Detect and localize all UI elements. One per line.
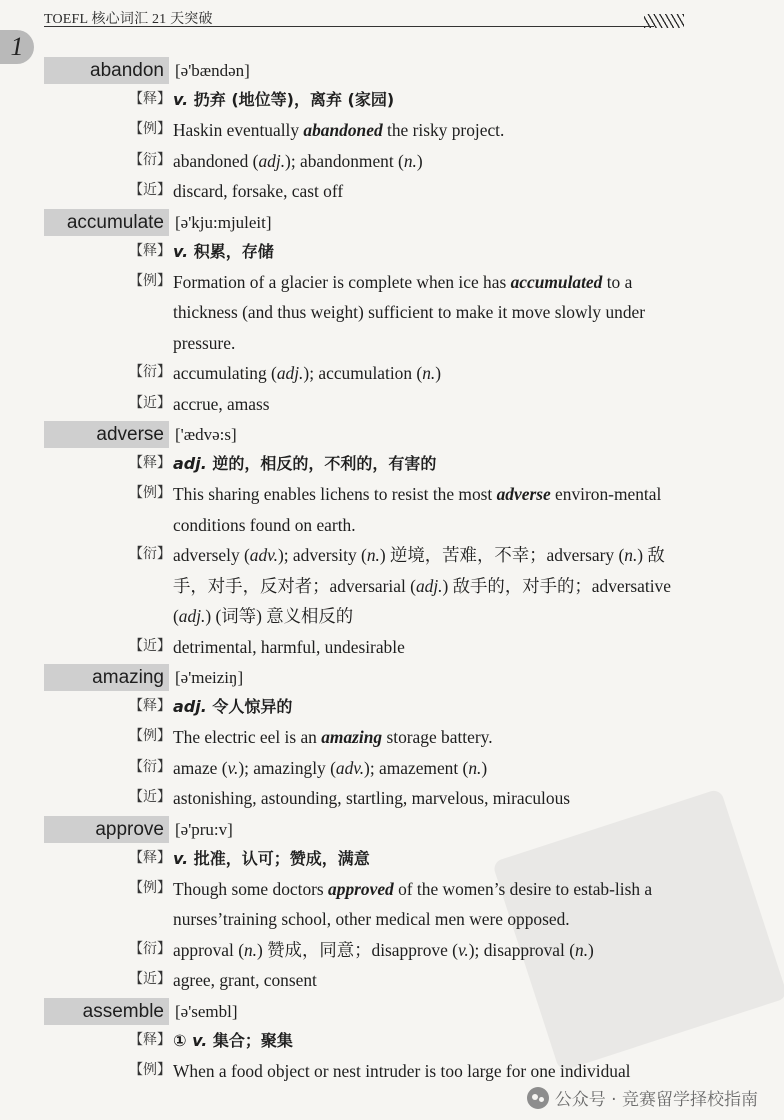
derivatives-text: adversely (adv.); adversity (n.) 逆境，苦难，不幸；adversary (n.) 敌手，对手，反对者；adversarial (adj.) 敌手的，对手的；adversative (adj.) (词等) 意义相反的	[173, 545, 671, 627]
headword-row	[44, 815, 684, 844]
header-title: TOEFL 核心词汇 21 天突破	[44, 12, 213, 27]
example-tag: 【例】	[129, 486, 171, 502]
derivatives-line	[129, 540, 684, 631]
wechat-watermark	[527, 1085, 758, 1110]
definition-line	[129, 237, 684, 267]
watermark-text: 公众号 · 竞赛留学择校指南	[554, 1090, 758, 1110]
synonyms-tag: 【近】	[129, 395, 171, 411]
derivatives-tag: 【衍】	[129, 547, 171, 563]
definition-tag: 【释】	[129, 850, 171, 866]
phonetic: [ə'bændən]	[175, 61, 250, 80]
derivatives-line	[129, 753, 684, 783]
definition-line	[129, 85, 684, 115]
synonyms-tag: 【近】	[129, 638, 171, 654]
derivatives-line	[129, 358, 684, 388]
headword-row	[44, 997, 684, 1026]
phonetic: [ə'sembl]	[175, 1001, 238, 1021]
entry-approve	[44, 815, 684, 996]
synonyms-line	[129, 632, 684, 662]
example-text: The electric eel is an amazing storage battery.	[173, 727, 493, 748]
definition-tag: 【释】	[129, 243, 171, 259]
derivatives-text: abandoned (adj.); abandonment (n.)	[173, 150, 423, 171]
synonyms-tag: 【近】	[129, 790, 171, 806]
entry-adverse	[44, 420, 684, 662]
derivatives-tag: 【衍】	[129, 365, 171, 381]
example-line	[129, 479, 684, 540]
synonyms-text: accrue, amass	[173, 393, 270, 414]
definition-text: adj. 令人惊异的	[173, 696, 293, 716]
synonyms-line	[129, 176, 684, 206]
example-text: Haskin eventually abandoned the risky project.	[173, 120, 505, 141]
example-text: Formation of a glacier is complete when ice has accumulated to a thickness (and thus weight) sufficient to make it move slowly under pressure.	[173, 272, 646, 353]
example-tag: 【例】	[129, 880, 171, 896]
example-line	[129, 115, 684, 145]
derivatives-tag: 【衍】	[129, 941, 171, 957]
synonyms-text: detrimental, harmful, undesirable	[173, 636, 405, 657]
headword: approve	[44, 816, 169, 843]
example-tag: 【例】	[129, 729, 171, 745]
derivatives-line	[129, 146, 684, 176]
example-line	[129, 1056, 684, 1086]
derivatives-text: approval (n.) 赞成，同意；disapprove (v.); disapproval (n.)	[173, 939, 594, 960]
definition-text: v. 扔弃 (地位等)，离弃 (家园)	[173, 90, 395, 109]
derivatives-tag: 【衍】	[129, 152, 171, 168]
definition-line	[129, 692, 684, 722]
headword-row	[44, 663, 684, 692]
definition-tag: 【释】	[129, 92, 171, 107]
wechat-icon	[527, 1087, 549, 1109]
example-line	[129, 722, 684, 752]
page-header	[44, 6, 684, 28]
entry-accumulate	[44, 208, 684, 419]
definition-line	[129, 844, 684, 874]
synonyms-tag: 【近】	[129, 183, 171, 199]
phonetic: [ə'pru:v]	[175, 819, 233, 839]
headword: accumulate	[44, 209, 169, 236]
entry-assemble	[44, 997, 684, 1087]
synonyms-line	[129, 783, 684, 813]
definition-tag: 【释】	[129, 456, 171, 472]
example-tag: 【例】	[129, 1062, 171, 1078]
example-text: Though some doctors approved of the women’s desire to estab-lish a nurses’training school, other medical men were opposed.	[173, 878, 653, 930]
definition-text: v. 批准，认可；赞成，满意	[173, 848, 370, 868]
example-line	[129, 267, 684, 358]
derivatives-tag: 【衍】	[129, 759, 171, 775]
synonyms-text: agree, grant, consent	[173, 970, 317, 991]
synonyms-line	[129, 389, 684, 419]
definition-line	[129, 449, 684, 479]
phonetic: [ə'meiziŋ]	[175, 667, 244, 687]
headword-row	[44, 56, 684, 85]
definition-tag: 【释】	[129, 698, 171, 714]
derivatives-line	[129, 935, 684, 965]
synonyms-tag: 【近】	[129, 972, 171, 988]
headword: adverse	[44, 421, 169, 448]
header-hatch-decoration	[644, 14, 684, 28]
example-line	[129, 874, 684, 935]
example-tag: 【例】	[129, 274, 171, 290]
phonetic: ['ædvə:s]	[175, 425, 237, 445]
synonyms-text: discard, forsake, cast off	[173, 181, 344, 202]
headword-row	[44, 208, 684, 237]
headword: abandon	[44, 57, 169, 84]
definition-text: ① v. 集合；聚集	[173, 1030, 293, 1050]
example-text: This sharing enables lichens to resist the most adverse environ-mental conditions found on earth.	[173, 484, 662, 535]
headword: amazing	[44, 664, 169, 691]
definition-text: adj. 逆的，相反的，不利的，有害的	[173, 454, 437, 474]
derivatives-text: amaze (v.); amazingly (adv.); amazement (n.)	[173, 757, 488, 778]
definition-line	[129, 1026, 684, 1056]
definition-tag: 【释】	[129, 1032, 171, 1048]
example-tag: 【例】	[129, 122, 171, 138]
synonyms-text: astonishing, astounding, startling, marvelous, miraculous	[173, 788, 571, 809]
phonetic: [ə'kju:mjuleit]	[175, 212, 272, 232]
entry-abandon	[44, 56, 684, 207]
day-number-badge: 1	[0, 30, 34, 64]
definition-text: v. 积累，存储	[173, 241, 274, 261]
entry-amazing	[44, 663, 684, 814]
derivatives-text: accumulating (adj.); accumulation (n.)	[173, 363, 442, 384]
entry-list	[44, 55, 684, 1086]
example-text: When a food object or nest intruder is too large for one individual	[173, 1060, 631, 1081]
headword-row	[44, 420, 684, 449]
headword: assemble	[44, 998, 169, 1025]
synonyms-line	[129, 965, 684, 995]
header-rule	[44, 26, 654, 27]
